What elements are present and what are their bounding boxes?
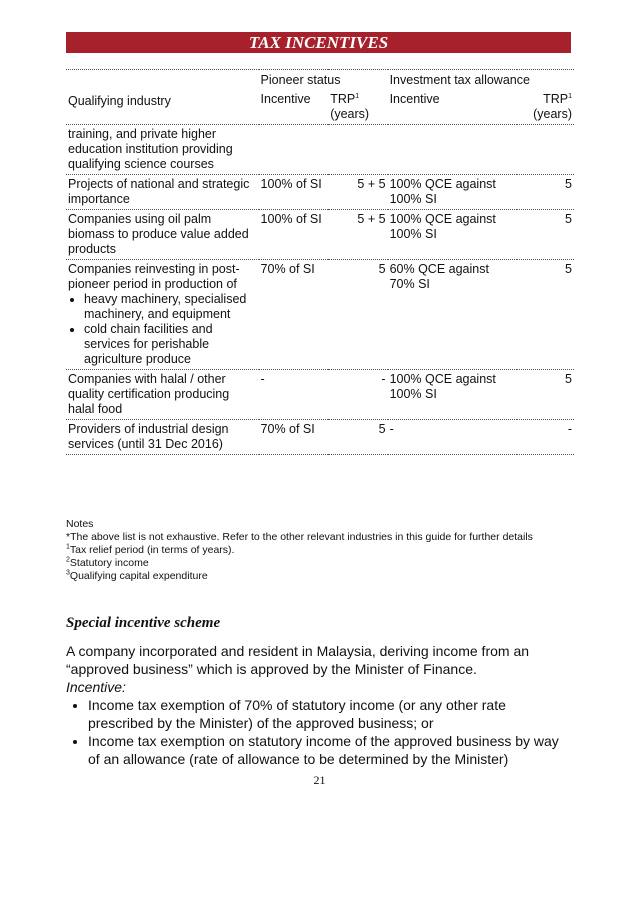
section-heading: Special incentive scheme xyxy=(66,615,221,631)
table-row xyxy=(66,210,574,260)
industry-cell: Companies with halal / other quality certification producing halal food xyxy=(66,370,259,420)
ita-incentive-cell: 100% QCE against 100% SI xyxy=(388,175,517,210)
header-blank xyxy=(66,70,259,91)
ita-trp-cell: 5 xyxy=(517,370,574,420)
ps-incentive-cell: - xyxy=(259,370,329,420)
section-intro: A company incorporated and resident in Malaysia, deriving income from an “approved business” which is approved by the Minister of Finance. xyxy=(66,643,530,677)
ps-incentive-cell xyxy=(259,125,329,175)
header-pioneer-status: Pioneer status xyxy=(259,70,388,91)
note-3: $^3$Qualifying capital expenditure xyxy=(66,569,208,582)
industry-cell: Providers of industrial design services (until 31 Dec 2016) xyxy=(66,420,259,455)
ita-trp-cell: - xyxy=(517,420,574,455)
header-qualifying-industry: Qualifying industry xyxy=(68,94,171,108)
ps-trp-cell: 5 + 5 xyxy=(328,175,387,210)
ita-incentive-cell xyxy=(388,125,517,175)
table-row xyxy=(66,370,574,420)
table-notes xyxy=(66,518,533,583)
industry-cell: training, and private higher education institution providing qualifying science courses xyxy=(66,125,259,175)
header-ita-incentive: Incentive xyxy=(389,92,440,106)
note-exhaustive: *The above list is not exhaustive. Refer to the other relevant industries in this guide for further details xyxy=(66,531,533,543)
note-1: $^1$Tax relief period (in terms of years). xyxy=(66,543,235,556)
ita-trp-cell: 5 xyxy=(517,175,574,210)
notes-heading: Notes xyxy=(66,518,94,530)
ps-incentive-cell: 70% of SI xyxy=(259,260,329,370)
section-banner: TAX INCENTIVES xyxy=(66,32,571,53)
industry-text: Companies reinvesting in post-pioneer period in production of xyxy=(68,262,240,291)
header-ps-trp: TRP$^1$ (years) xyxy=(330,92,370,121)
ps-trp-cell: 5 xyxy=(328,420,387,455)
ps-trp-cell: 5 + 5 xyxy=(328,210,387,260)
incentive-label: Incentive: xyxy=(66,679,126,695)
ita-trp-cell: 5 xyxy=(517,210,574,260)
ita-trp-cell xyxy=(517,125,574,175)
tax-incentives-table xyxy=(66,69,574,455)
ita-trp-cell: 5 xyxy=(517,260,574,370)
ps-trp-cell: - xyxy=(328,370,387,420)
ps-trp-cell: 5 xyxy=(328,260,387,370)
table-row xyxy=(66,420,574,455)
header-investment-tax-allowance: Investment tax allowance xyxy=(388,70,574,91)
ita-incentive-cell: - xyxy=(388,420,517,455)
list-item: • Income tax exemption on statutory income of the approved business by way of an allowance (rate of allowance to be determined by the Minister) xyxy=(88,732,574,768)
ps-trp-cell xyxy=(328,125,387,175)
table-row xyxy=(66,175,574,210)
list-item: • heavy machinery, specialised machinery, and equipment xyxy=(84,292,257,322)
incentive-bullet-list xyxy=(66,696,574,768)
list-item: • Income tax exemption of 70% of statutory income (or any other rate prescribed by the Minister) of the approved business; or xyxy=(88,696,574,732)
ps-incentive-cell: 70% of SI xyxy=(259,420,329,455)
industry-cell xyxy=(66,260,259,370)
page-number: 21 xyxy=(313,773,326,787)
section-body xyxy=(66,642,574,768)
ita-incentive-cell: 60% QCE against 70% SI xyxy=(388,260,517,370)
header-ps-incentive: Incentive xyxy=(260,92,311,106)
list-item: • cold chain facilities and services for perishable agriculture produce xyxy=(84,322,257,367)
industry-cell: Projects of national and strategic importance xyxy=(66,175,259,210)
table-row xyxy=(66,125,574,175)
industry-bullet-list xyxy=(68,292,257,367)
ps-incentive-cell: 100% of SI xyxy=(259,175,329,210)
ita-incentive-cell: 100% QCE against 100% SI xyxy=(388,370,517,420)
table-row xyxy=(66,260,574,370)
ps-incentive-cell: 100% of SI xyxy=(259,210,329,260)
industry-cell: Companies using oil palm biomass to produce value added products xyxy=(66,210,259,260)
note-2: $^2$Statutory income xyxy=(66,556,149,569)
ita-incentive-cell: 100% QCE against 100% SI xyxy=(388,210,517,260)
header-ita-trp: TRP$^1$ (years) xyxy=(533,92,572,121)
